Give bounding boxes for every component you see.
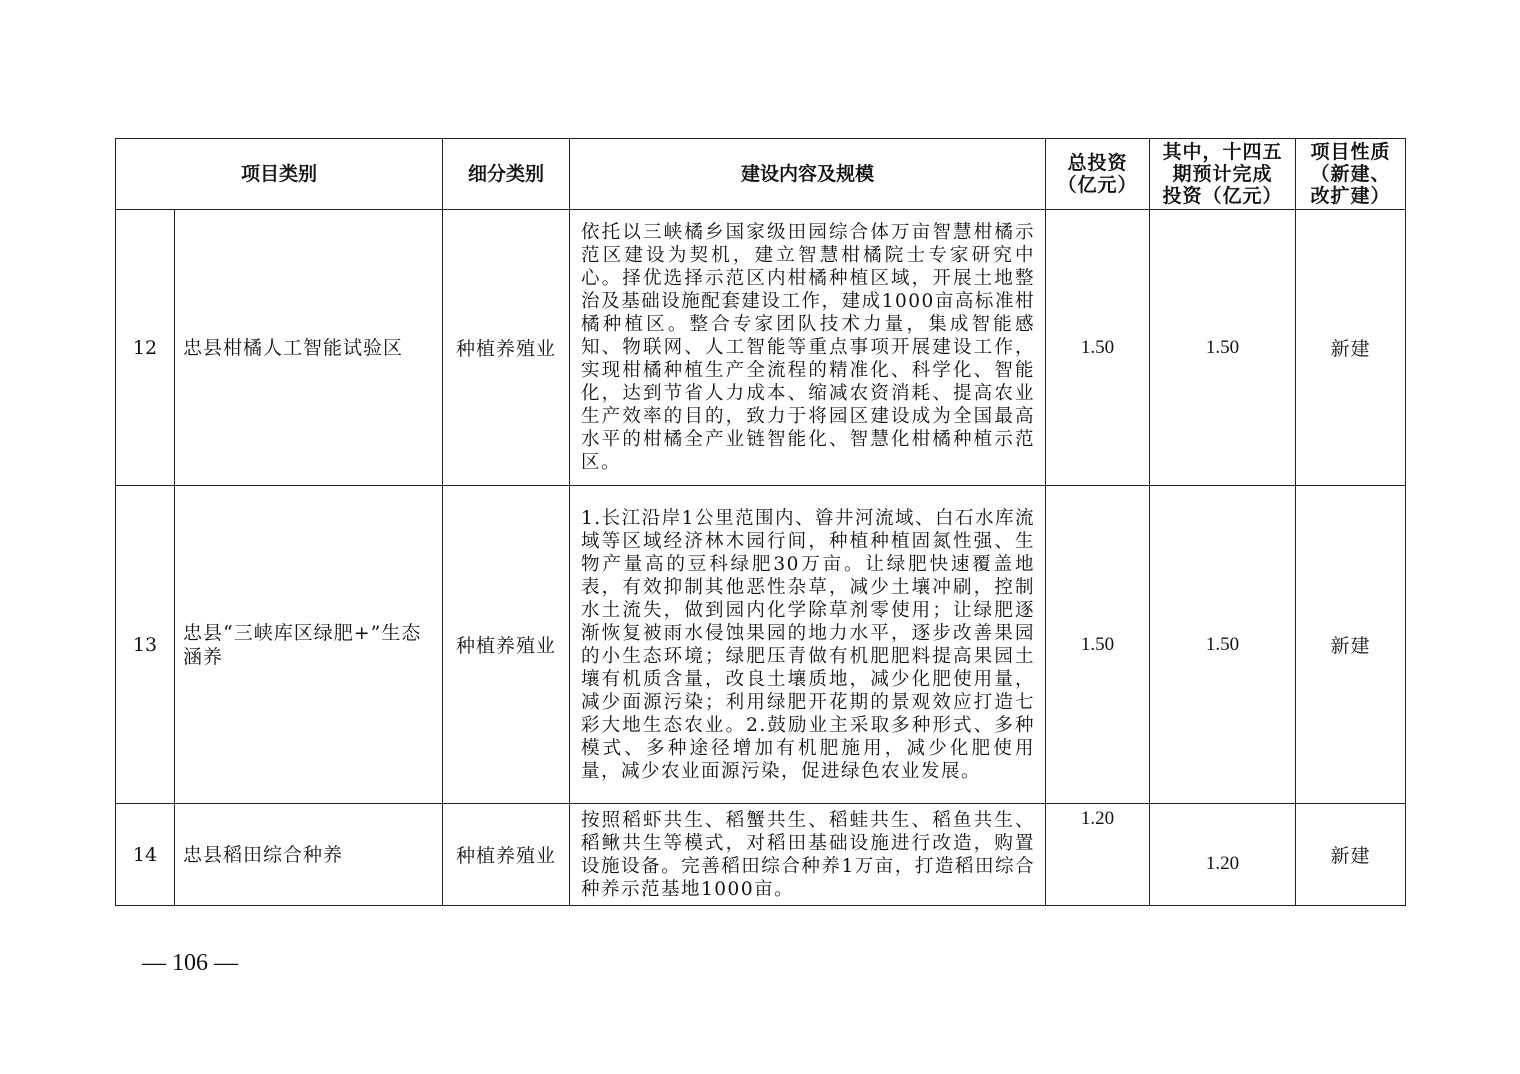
project-nature: 新建 xyxy=(1296,804,1406,906)
project-name: 忠县稻田综合种养 xyxy=(175,804,443,906)
total-investment: 1.20 xyxy=(1046,804,1150,906)
project-subcategory: 种植养殖业 xyxy=(443,210,570,486)
header-planned-investment: 其中，十四五 期预计完成 投资（亿元） xyxy=(1150,139,1296,210)
header-category: 项目类别 xyxy=(116,139,443,210)
table-row xyxy=(116,804,1406,906)
table-row xyxy=(116,210,1406,486)
project-nature: 新建 xyxy=(1296,210,1406,486)
header-row xyxy=(116,139,1406,210)
project-name: 忠县柑橘人工智能试验区 xyxy=(175,210,443,486)
header-subcategory: 细分类别 xyxy=(443,139,570,210)
project-nature: 新建 xyxy=(1296,486,1406,804)
header-total-investment: 总投资 （亿元） xyxy=(1046,139,1150,210)
project-subcategory: 种植养殖业 xyxy=(443,804,570,906)
table-row xyxy=(116,486,1406,804)
project-table xyxy=(115,138,1406,906)
project-content: 依托以三峡橘乡国家级田园综合体万亩智慧柑橘示范区建设为契机，建立智慧柑橘院士专家研究中心。择优选择示范区内柑橘种植区域，开展土地整治及基础设施配套建设工作，建成1000亩高标准柑橘种植区。整合专家团队技术力量，集成智能感知、物联网、人工智能等重点事项开展建设工作，实现柑橘种植生产全流程的精准化、科学化、智能化，达到节省人力成本、缩减农资消耗、提高农业生产效率的目的，致力于将园区建设成为全国最高水平的柑橘全产业链智能化、智慧化柑橘种植示范区。 xyxy=(570,210,1046,486)
page-number: — 106 — xyxy=(142,950,238,976)
project-content: 按照稻虾共生、稻蟹共生、稻蛙共生、稻鱼共生、稻鳅共生等模式，对稻田基础设施进行改造，购置设施设备。完善稻田综合种养1万亩，打造稻田综合种养示范基地1000亩。 xyxy=(570,804,1046,906)
project-content: 1.长江沿岸1公里范围内、㽏井河流域、白石水库流域等区域经济林木园行间，种植种植固氮性强、生物产量高的豆科绿肥30万亩。让绿肥快速覆盖地表，有效抑制其他恶性杂草，减少土壤冲刷，控制水土流失，做到园内化学除草剂零使用；让绿肥逐渐恢复被雨水侵蚀果园的地力水平，逐步改善果园的小生态环境；绿肥压青做有机肥肥料提高果园土壤有机质含量，改良土壤质地，减少化肥使用量，减少面源污染；利用绿肥开花期的景观效应打造七彩大地生态农业。2.鼓励业主采取多种形式、多种模式、多种途径增加有机肥施用，减少化肥使用量，减少农业面源污染，促进绿色农业发展。 xyxy=(570,486,1046,804)
row-number: 12 xyxy=(116,210,175,486)
total-investment: 1.50 xyxy=(1046,210,1150,486)
row-number: 13 xyxy=(116,486,175,804)
planned-investment: 1.50 xyxy=(1150,486,1296,804)
row-number: 14 xyxy=(116,804,175,906)
project-subcategory: 种植养殖业 xyxy=(443,486,570,804)
header-nature: 项目性质 （新建、 改扩建） xyxy=(1296,139,1406,210)
header-content: 建设内容及规模 xyxy=(570,139,1046,210)
planned-investment: 1.50 xyxy=(1150,210,1296,486)
project-name: 忠县“三峡库区绿肥+”生态涵养 xyxy=(175,486,443,804)
planned-investment: 1.20 xyxy=(1150,804,1296,906)
total-investment: 1.50 xyxy=(1046,486,1150,804)
